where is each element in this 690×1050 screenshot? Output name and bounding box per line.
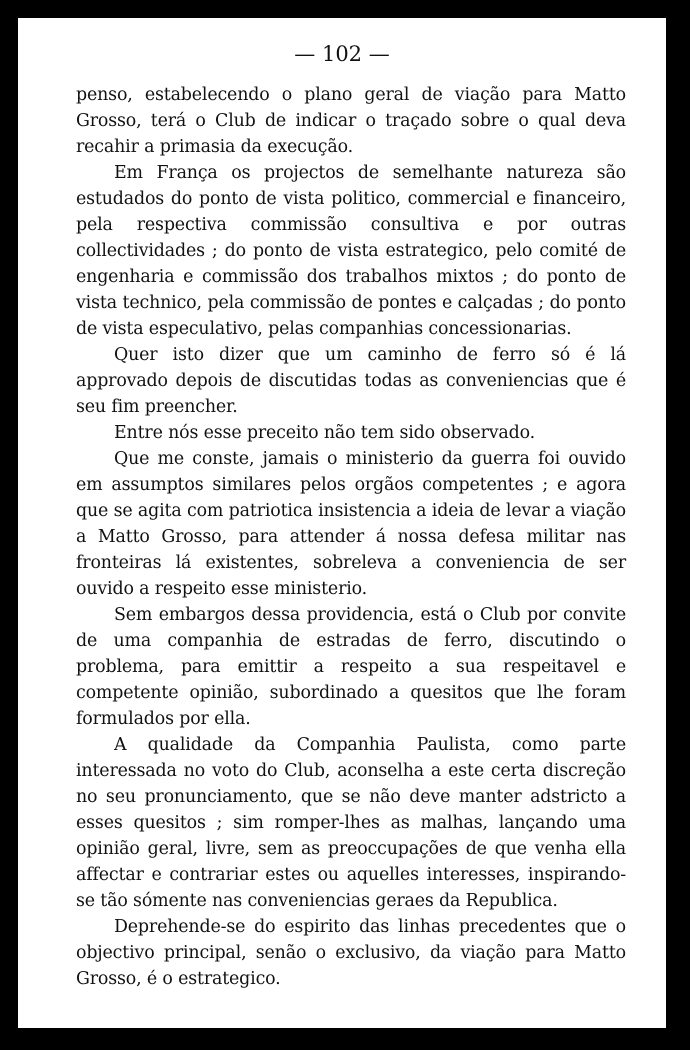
book-page: [18, 18, 666, 1028]
body-text: [76, 82, 626, 992]
paragraph-6: Sem embargos dessa providencia, está o Club por convite de uma companhia de estradas de ferro, discutindo o problema, para emittir a respeito a sua respeitavel e competente opinião, subordinado a quesitos que lhe foram formulados por ella.: [76, 605, 626, 729]
paragraph-8: Deprehende-se do espirito das linhas precedentes que o objectivo principal, senão o exclusivo, da viação para Matto Grosso, é o estrategico.: [76, 917, 626, 989]
paragraph-3: Quer isto dizer que um caminho de ferro só é lá approvado depois de discutidas todas as conveniencias que é seu fim preencher.: [76, 345, 626, 417]
paragraph-2: Em França os projectos de semelhante natureza são estudados do ponto de vista politico, commercial e financeiro, pela respectiva commissão consultiva e por outras collectividades ; do ponto de vista estrategico, pelo comité de engenharia e commissão dos trabalhos mixtos ; do ponto de vista technico, pela commissão de pontes e calçadas ; do ponto de vista especulativo, pelas companhias concessionarias.: [76, 163, 626, 339]
paragraph-7: A qualidade da Companhia Paulista, como parte interessada no voto do Club, aconselha a este certa discreção no seu pronunciamento, que se não deve manter adstricto a esses quesitos ; sim romper-lhes as malhas, lançando uma opinião geral, livre, sem as preoccupações de que venha ella affectar e contrariar estes ou aquelles interesses, inspirando-se tão sómente nas conveniencias geraes da Republica.: [76, 735, 626, 911]
paragraph-4: Entre nós esse preceito não tem sido observado.: [114, 423, 535, 443]
paragraph-5: Que me conste, jamais o ministerio da guerra foi ouvido em assumptos similares pelos orgãos competentes ; e agora que se agita com patriotica insistencia a ideia de levar a viação a Matto Grosso, para attender á nossa defesa militar nas fronteiras lá existentes, sobreleva a conveniencia de ser ouvido a respeito esse ministerio.: [76, 449, 626, 599]
page-number: — 102 —: [294, 42, 390, 66]
paragraph-1: penso, estabelecendo o plano geral de viação para Matto Grosso, terá o Club de indicar o traçado sobre o qual deva recahir a primasia da execução.: [76, 85, 626, 157]
